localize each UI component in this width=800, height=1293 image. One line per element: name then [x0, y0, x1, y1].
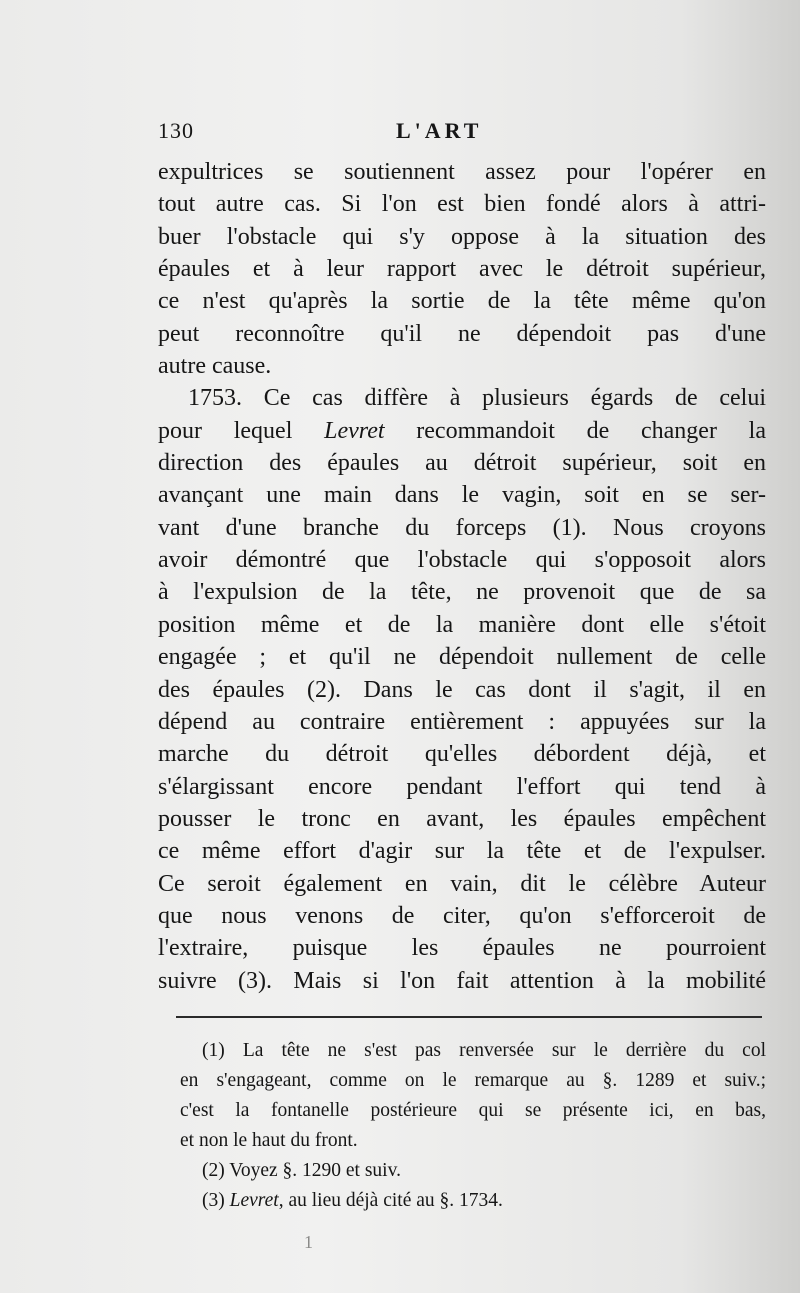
text-line: ce n'est qu'après la sortie de la tête même qu'on [158, 288, 766, 315]
text-line: marche du détroit qu'elles débordent déjà, et [158, 741, 766, 768]
text-line: épaules et à leur rapport avec le détroit supérieur, [158, 256, 766, 283]
page-number: 130 [158, 118, 194, 143]
text-line: dépend au contraire entièrement : appuyées sur la [158, 708, 766, 735]
text-line: tout autre cas. Si l'on est bien fondé alors à attri- [158, 191, 766, 218]
text-line: direction des épaules au détroit supérieur, soit en [158, 450, 766, 477]
text-line-levret [158, 415, 766, 447]
text-line: engagée ; et qu'il ne dépendoit nullement de celle [158, 644, 766, 671]
text-line: autre cause. [158, 353, 272, 380]
text-line: position même et de la manière dont elle s'étoit [158, 611, 766, 638]
footnote-text: , au lieu déjà cité au §. 1734. [278, 1190, 503, 1211]
signature-mark: 1 [304, 1232, 313, 1252]
text-line: buer l'obstacle qui s'y oppose à la situation des [158, 223, 766, 250]
footnote-rule [176, 1016, 762, 1018]
footnote-3 [180, 1186, 766, 1216]
text-line: s'élargissant encore pendant l'effort qui tend à [158, 773, 766, 800]
text-line: expultrices se soutiennent assez pour l'opérer en [158, 159, 766, 185]
text-line: pousser le tronc en avant, les épaules empêchent [158, 805, 766, 832]
text-fragment: pour lequel [158, 417, 293, 444]
running-head: L'ART [396, 118, 483, 143]
text-line: à l'expulsion de la tête, ne provenoit que de sa [158, 579, 766, 606]
footnotes [180, 1036, 766, 1216]
text-fragment: recommandoit de changer la [416, 417, 766, 444]
text-line: avançant une main dans le vagin, soit en se ser- [158, 482, 766, 509]
author-name-levret: Levret [229, 1190, 279, 1211]
text-line: vant d'une branche du forceps (1). Nous croyons [158, 514, 766, 541]
footnote-line: c'est la fontanelle postérieure qui se présente ici, en bas, [180, 1100, 766, 1121]
footnote-marker: (3) [202, 1190, 225, 1211]
author-name-levret: Levret [324, 417, 385, 444]
text-line: que nous venons de citer, qu'on s'efforceroit de [158, 902, 766, 929]
page-header [158, 118, 758, 152]
main-text [158, 156, 766, 997]
text-line: 1753. Ce cas diffère à plusieurs égards de celui [188, 385, 766, 412]
footnote-line: (1) La tête ne s'est pas renversée sur le derrière du col [202, 1040, 766, 1061]
footnote-2: (2) Voyez §. 1290 et suiv. [202, 1160, 401, 1181]
footnote-line: en s'engageant, comme on le remarque au §. 1289 et suiv.; [180, 1070, 766, 1091]
text-line: suivre (3). Mais si l'on fait attention à la mobilité [158, 967, 766, 994]
text-line: l'extraire, puisque les épaules ne pourroient [158, 935, 766, 962]
footnote-line: et non le haut du front. [180, 1130, 358, 1151]
text-line: Ce seroit également en vain, dit le célèbre Auteur [158, 870, 766, 897]
text-line: avoir démontré que l'obstacle qui s'opposoit alors [158, 547, 766, 574]
text-line: peut reconnoître qu'il ne dépendoit pas d'une [158, 320, 766, 347]
text-line: ce même effort d'agir sur la tête et de l'expulser. [158, 838, 766, 865]
text-line: des épaules (2). Dans le cas dont il s'agit, il en [158, 676, 766, 703]
